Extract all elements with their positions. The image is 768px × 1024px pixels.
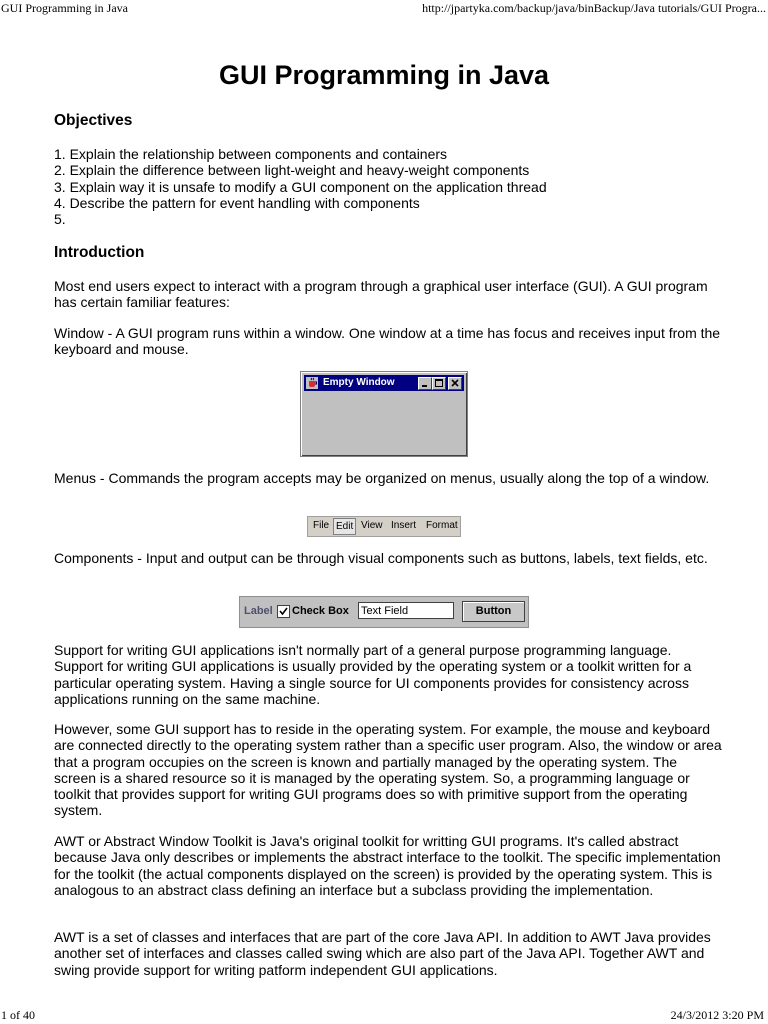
window-paragraph: Window - A GUI program runs within a window. One window at a time has focus and receives input from the keyboard and mouse. — [54, 325, 721, 358]
print-header-url: http://jpartyka.com/backup/java/binBackup/Java tutorials/GUI Progra... — [422, 1, 766, 15]
os-paragraph: However, some GUI support has to reside in the operating system. For example, the mouse and keyboard are connected directly to the operating system rather than a specific user program. Also, the window or area that a program occupies on the screen is known and partially managed by the operating system. The screen is a shared resource so it is managed by the operating system. So, a programming language or toolkit that provides support for writing GUI programs does so with primitive support from the operating system. — [54, 721, 722, 819]
menus-paragraph: Menus - Commands the program accepts may be organized on menus, usually along the top of a window. — [54, 470, 710, 486]
checkbox-label: Check Box — [292, 605, 349, 617]
maximize-icon — [432, 377, 446, 390]
page-title: GUI Programming in Java — [218, 60, 550, 90]
awt-paragraph: AWT or Abstract Window Toolkit is Java's original toolkit for writting GUI programs. It's called abstract because Java only describes or implements the abstract interface to the toolkit. The specific implementation for the toolkit (the actual components displayed on the screen) is provided by the operating system. This is analogous to an abstract class defining an interface but a subclass providing the implementation. — [54, 833, 721, 898]
intro-paragraph: Most end users expect to interact with a program through a graphical user interface (GUI). A GUI program has certain familiar features: — [54, 278, 708, 311]
menu-item-insert: Insert — [391, 520, 417, 531]
support-paragraph: Support for writing GUI applications isn't normally part of a general purpose programming language. Support for writing GUI applications is usually provided by the operating system or a toolkit written for a particular operating system. Having a single source for UI components provides for consistency across applications running on the same machine. — [54, 642, 692, 707]
list-item: 3. Explain way it is unsafe to modify a GUI component on the application thread — [54, 178, 547, 195]
objectives-list — [54, 146, 547, 227]
window-title-bar — [304, 375, 464, 391]
introduction-heading: Introduction — [54, 244, 145, 261]
list-item: 4. Describe the pattern for event handling with components — [54, 194, 420, 211]
list-item: 2. Explain the difference between light-weight and heavy-weight components — [54, 162, 530, 179]
list-item: 5. — [54, 211, 66, 228]
minimize-icon — [418, 377, 432, 390]
print-date: 24/3/2012 3:20 PM — [670, 1008, 764, 1022]
label-example: Label — [244, 605, 273, 617]
menu-item-file: File — [313, 520, 330, 531]
swing-paragraph: AWT is a set of classes and interfaces that are part of the core Java API. In addition to AWT Java provides another set of interfaces and classes called swing which are also part of the Java API. Together AWT and swing provide support for writing patform independent GUI applications. — [54, 929, 711, 978]
menu-bar-figure — [307, 516, 461, 537]
empty-window-figure — [300, 371, 468, 457]
page-number: 1 of 40 — [1, 1008, 35, 1022]
components-paragraph: Components - Input and output can be through visual components such as buttons, labels, text fields, etc. — [54, 550, 708, 566]
checkbox-example — [277, 605, 290, 618]
text-field-example: Text Field — [358, 602, 454, 619]
java-cup-icon — [306, 377, 318, 389]
objectives-heading: Objectives — [54, 112, 133, 129]
menu-item-edit: Edit — [333, 518, 356, 535]
checkmark-icon — [278, 606, 289, 617]
close-icon — [448, 377, 462, 390]
list-item: 1. Explain the relationship between components and containers — [54, 146, 448, 162]
window-title: Empty Window — [323, 377, 395, 388]
menu-item-view: View — [361, 520, 383, 531]
button-example: Button — [462, 601, 525, 622]
components-figure — [239, 596, 529, 628]
print-header-title: GUI Programming in Java — [1, 1, 128, 15]
menu-item-format: Format — [426, 520, 458, 531]
